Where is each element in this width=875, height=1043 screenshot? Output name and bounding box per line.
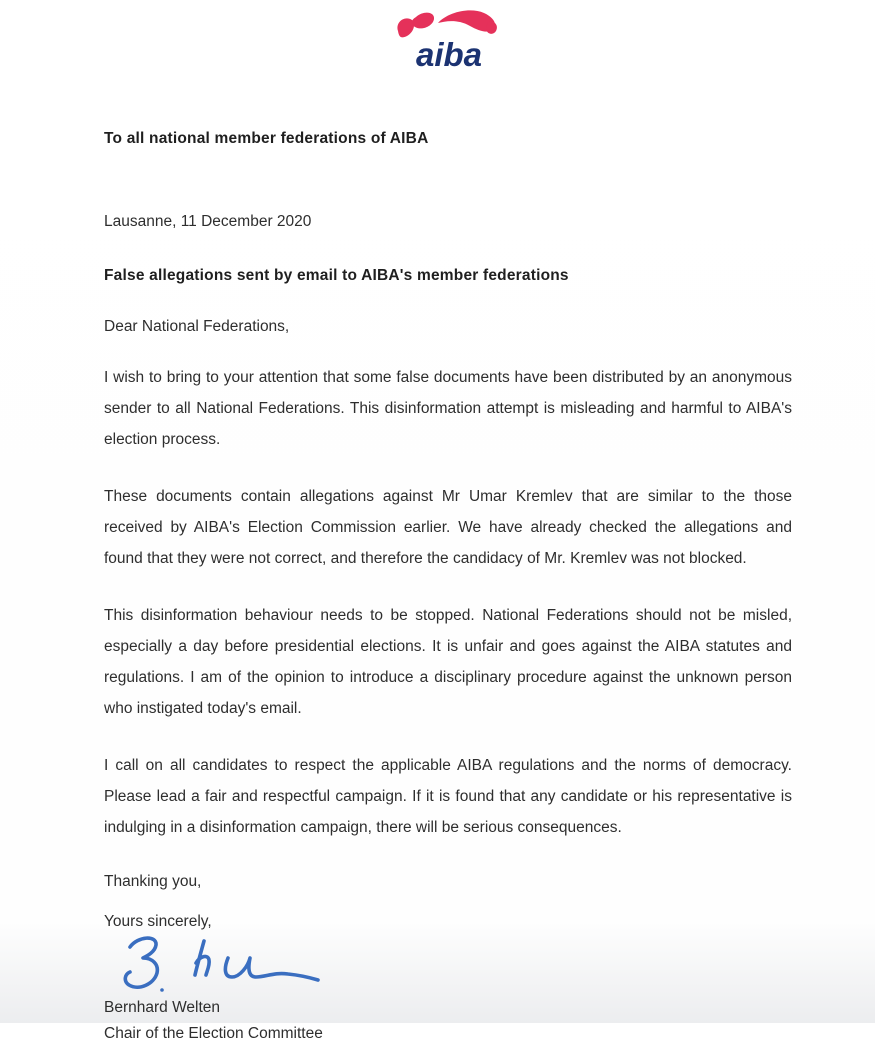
salutation: Dear National Federations,	[104, 318, 290, 335]
paragraph-2: These documents contain allegations against Mr Umar Kremlev that are similar to the those received by AIBA's Election Commission earlier. We have already checked the allegations and found that they were not correct, and therefore the candidacy of Mr. Kremlev was not blocked.	[104, 488, 792, 567]
closing-thanks: Thanking you,	[104, 873, 202, 890]
paragraph-3: This disinformation behaviour needs to be stopped. National Federations should not be misled, especially a day before presidential elections. It is unfair and goes against the AIBA statutes and regulations. I am of the opinion to introduce a disciplinary procedure against the unknown person who instigated today's email.	[104, 607, 792, 717]
signer-title: Chair of the Election Committee	[104, 1025, 323, 1042]
closing-sincerely: Yours sincerely,	[104, 913, 212, 930]
logo-wordmark: aiba	[416, 36, 483, 73]
handwritten-signature	[114, 933, 344, 999]
signer-name: Bernhard Welten	[104, 999, 221, 1016]
letter-body	[104, 0, 792, 1043]
paragraph-4: I call on all candidates to respect the applicable AIBA regulations and the norms of democracy. Please lead a fair and respectful campaign. If it is found that any candidate or his representative is indulging in a disinformation campaign, there will be serious consequences.	[104, 757, 792, 836]
paragraph-1: I wish to bring to your attention that some false documents have been distributed by an anonymous sender to all National Federations. This disinformation attempt is misleading and harmful to AIBA's election process.	[104, 369, 792, 448]
subject-line: False allegations sent by email to AIBA's member federations	[104, 267, 569, 284]
recipient-line: To all national member federations of AIBA	[104, 130, 429, 147]
date-line: Lausanne, 11 December 2020	[104, 213, 312, 230]
